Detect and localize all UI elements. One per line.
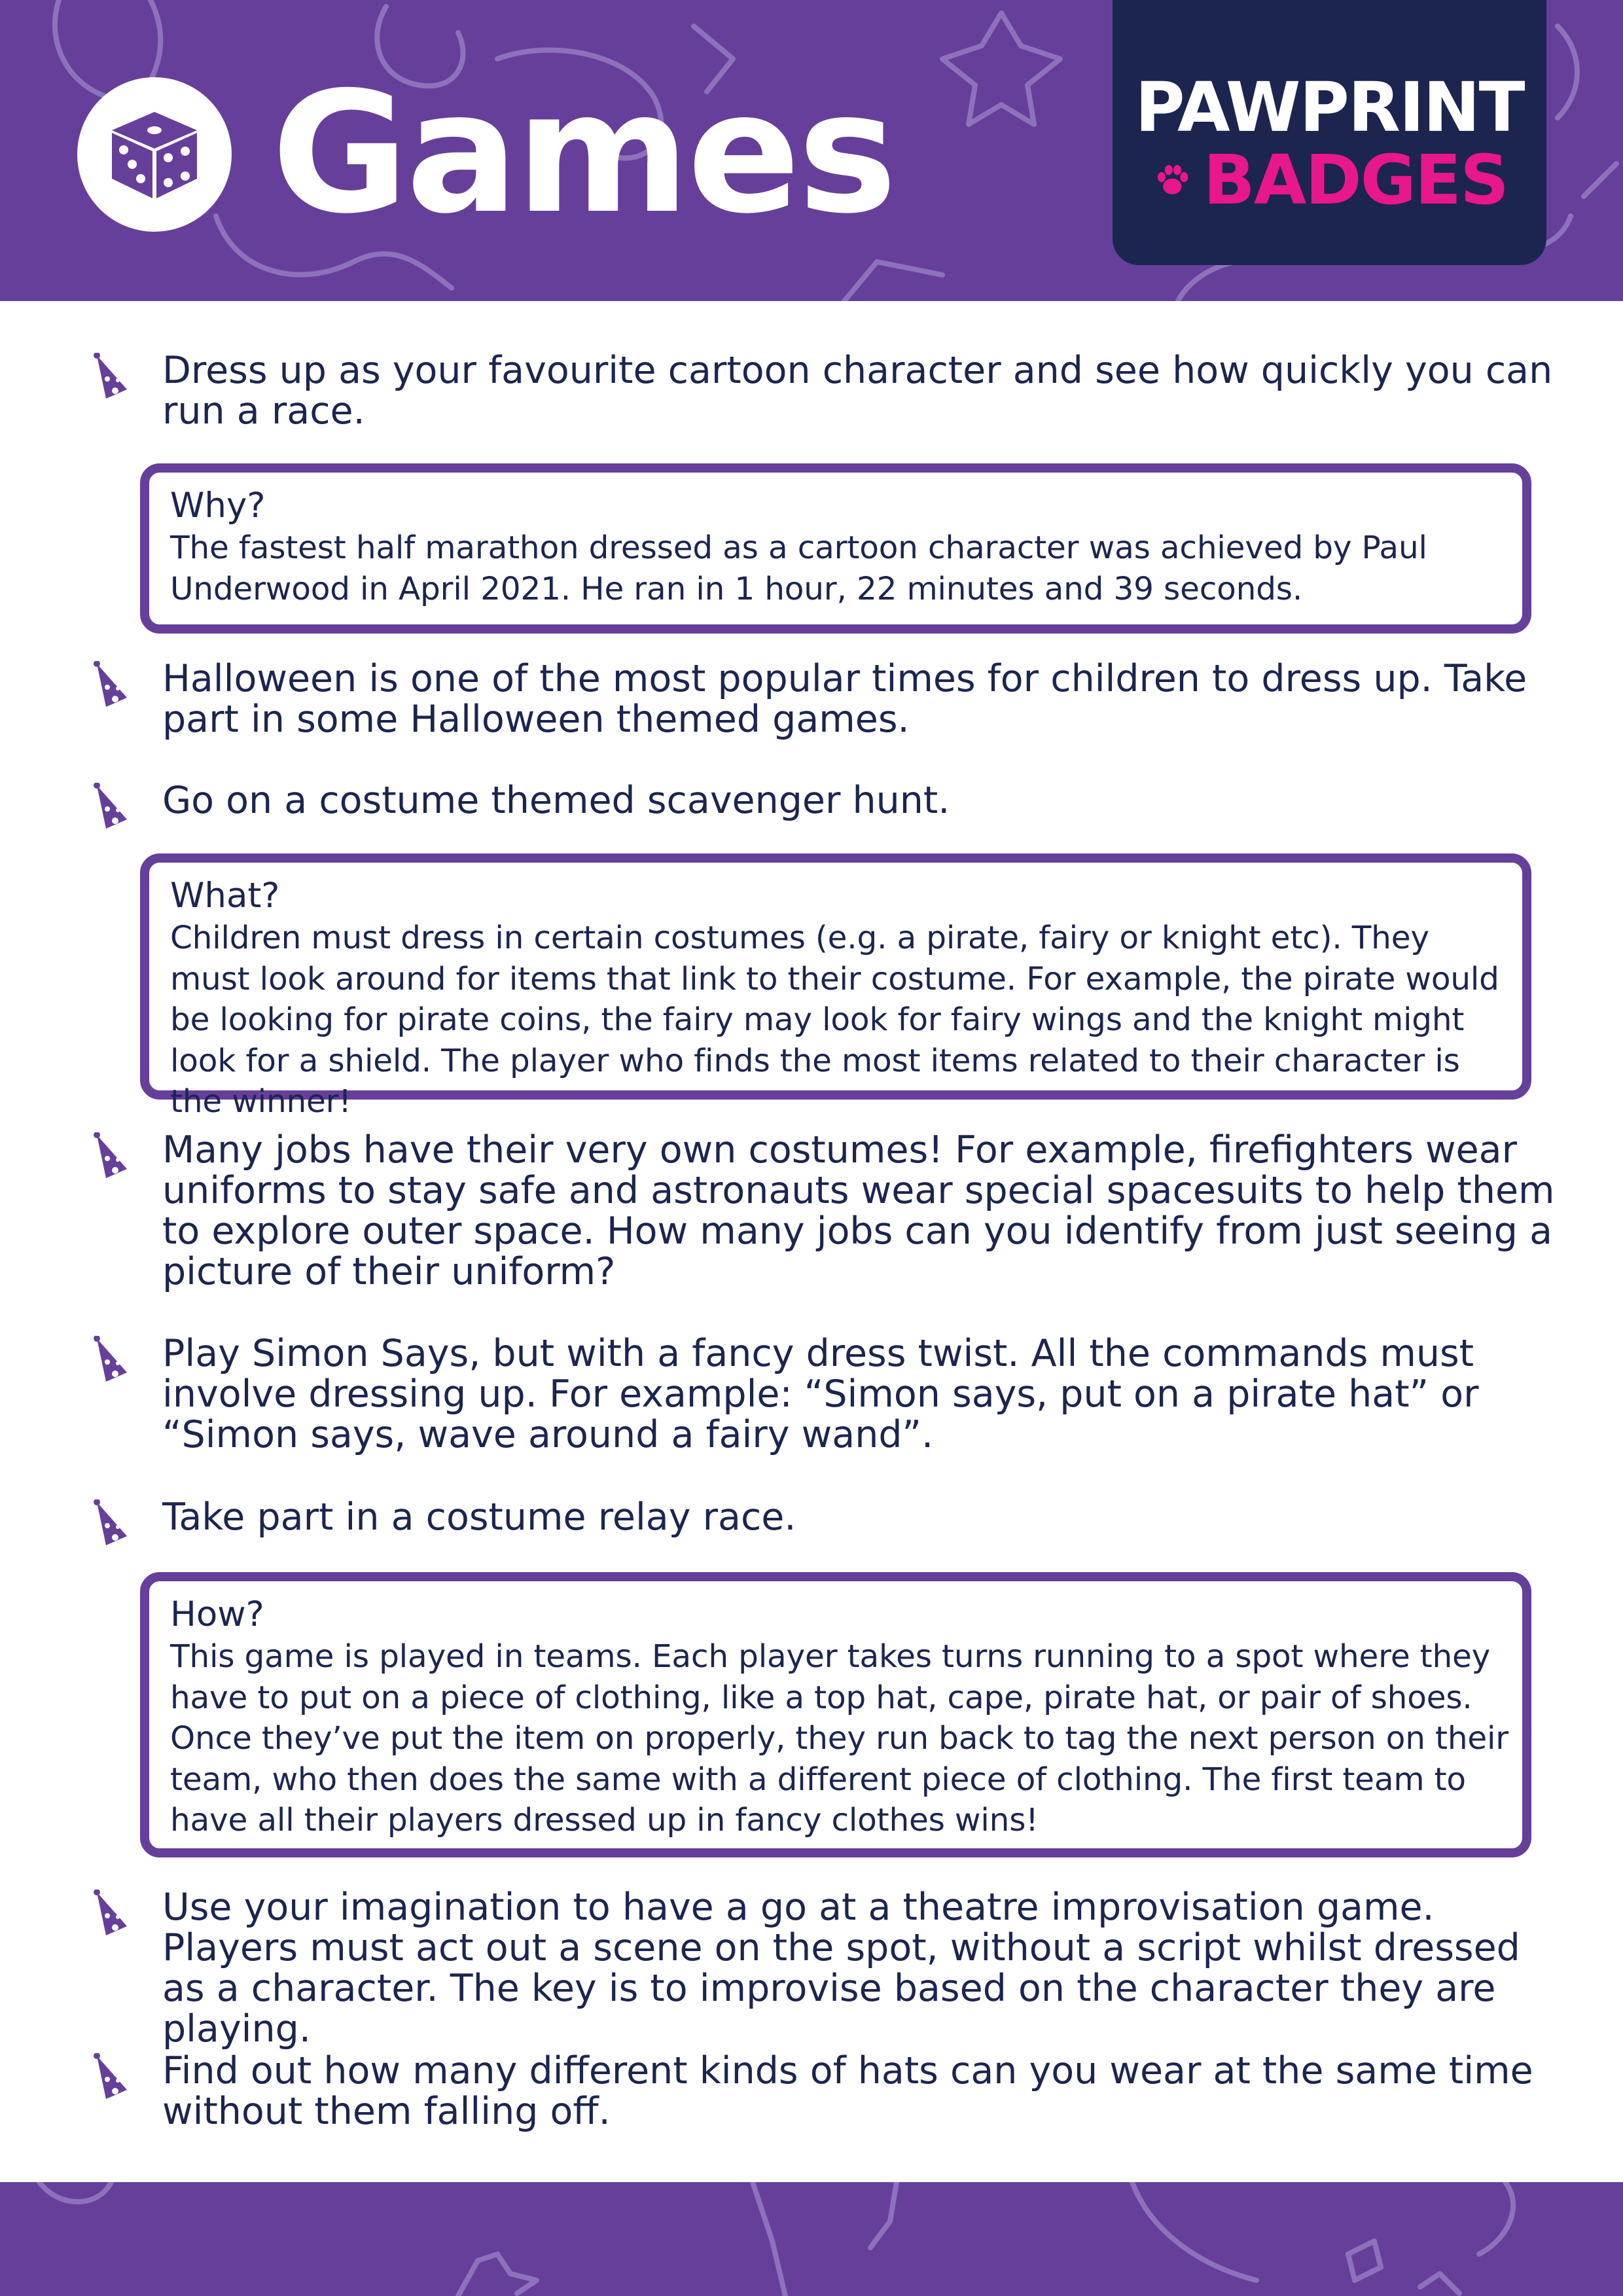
list-item-text: Many jobs have their very own costumes! For example, firefighters wear uniforms to stay safe and astronauts wear special spacesuits to help them to explore outer space. How many jobs can you identify from just seeing a picture of their uniform? bbox=[162, 1128, 1555, 1293]
party-hat-icon bbox=[92, 1890, 134, 1939]
party-hat-icon bbox=[92, 1336, 134, 1386]
party-hat-icon bbox=[92, 1499, 134, 1549]
info-box-heading: How? bbox=[170, 1594, 264, 1634]
brand-name-top: PAWPRINT bbox=[1135, 67, 1524, 147]
party-hat-icon bbox=[92, 1132, 134, 1182]
party-hat-icon bbox=[92, 2053, 134, 2103]
brand-name-row bbox=[1154, 141, 1508, 219]
brand-name-bottom: BADGES bbox=[1203, 140, 1508, 220]
info-box-why bbox=[140, 463, 1531, 634]
brand-logo bbox=[1113, 0, 1546, 265]
footer-banner bbox=[0, 2182, 1623, 2296]
page-title: Games bbox=[272, 56, 895, 251]
info-box-heading: Why? bbox=[170, 486, 266, 526]
list-item-text: Halloween is one of the most popular times for children to dress up. Take part in some Halloween themed games. bbox=[162, 657, 1527, 741]
list-item-text: Play Simon Says, but with a fancy dress twist. All the commands must involve dressing up. For example: “Simon says, put on a pirate hat” or “Simon says, wave around a fairy wand”. bbox=[162, 1332, 1479, 1456]
list-item-text: Find out how many different kinds of hats can you wear at the same time without them falling off. bbox=[162, 2049, 1533, 2133]
info-box-how bbox=[140, 1572, 1531, 1857]
paw-icon bbox=[1154, 147, 1190, 213]
decorative-doodles bbox=[0, 2182, 1623, 2296]
list-item-text: Take part in a costume relay race. bbox=[162, 1496, 796, 1539]
party-hat-icon bbox=[92, 353, 134, 403]
header-banner bbox=[0, 0, 1623, 301]
party-hat-icon bbox=[92, 661, 134, 711]
list-item-text: Use your imagination to have a go at a theatre improvisation game. Players must act out a scene on the spot, without a script whilst dressed as a character. The key is to improvise based on the character they are playing. bbox=[162, 1886, 1520, 2051]
info-box-body: This game is played in teams. Each player takes turns running to a spot where they have to put on a piece of clothing, like a top hat, cape, pirate hat, or pair of shoes. Once they’ve put the item on properly, they run back to tag the next person on their team, who then does the same with a different piece of clothing. The first team to have all their players dressed up in fancy clothes wins! bbox=[170, 1638, 1509, 1839]
info-box-what bbox=[140, 853, 1531, 1120]
info-box-body: Children must dress in certain costumes (e.g. a pirate, fairy or knight etc). They must look around for items that link to their costume. For example, the pirate would be looking for pirate coins, the fairy may look for fairy wings and the knight might look for a shield. The player who finds the most items related to their character is the winner! bbox=[170, 920, 1499, 1120]
info-box-heading: What? bbox=[170, 876, 280, 916]
dice-icon-circle bbox=[77, 77, 232, 232]
party-hat-icon bbox=[92, 783, 134, 833]
list-item-text: Dress up as your favourite cartoon character and see how quickly you can run a race. bbox=[162, 349, 1553, 433]
dice-icon bbox=[105, 105, 204, 204]
info-box-body: The fastest half marathon dressed as a cartoon character was achieved by Paul Underwood in April 2021. He ran in 1 hour, 22 minutes and 39 seconds. bbox=[170, 529, 1427, 607]
list-item-text: Go on a costume themed scavenger hunt. bbox=[162, 779, 950, 822]
